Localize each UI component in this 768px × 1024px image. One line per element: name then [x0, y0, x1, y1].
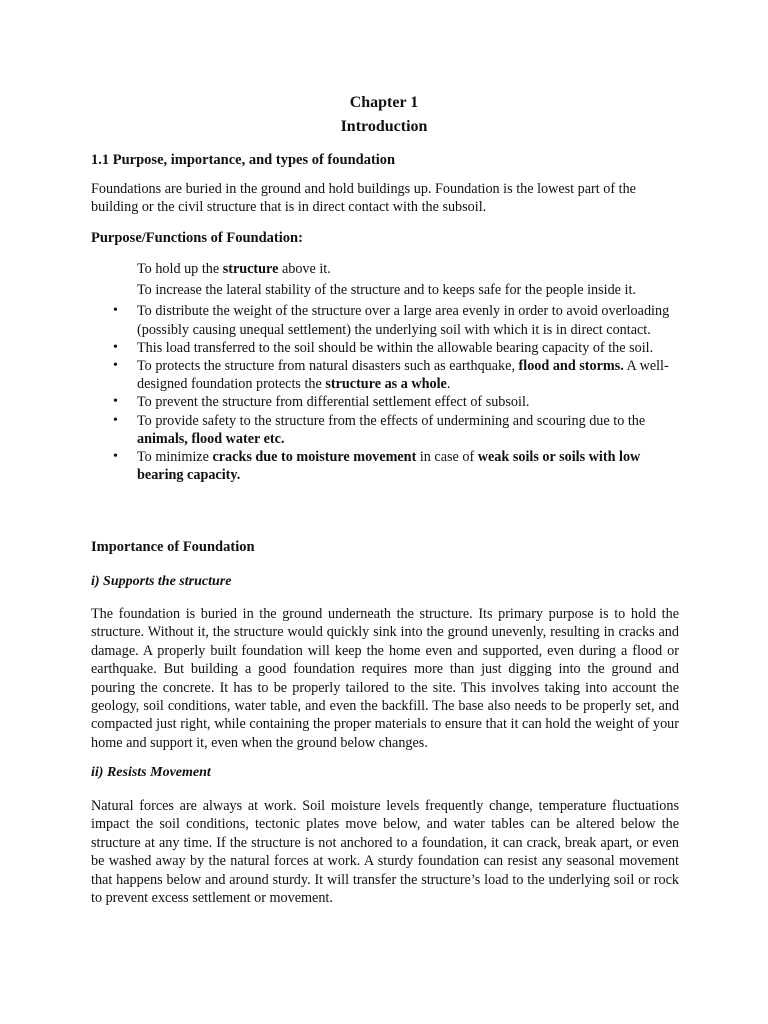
resists-heading: ii) Resists Movement	[91, 765, 211, 780]
list-item: To hold up the structure above it.	[137, 261, 331, 277]
section-intro: Foundations are buried in the ground and hold buildings up. Foundation is the lowest part of the building or the civil structure that is in direct contact with the subsoil.	[91, 181, 636, 216]
list-item: • To prevent the structure from differential settlement effect of subsoil.	[91, 393, 681, 411]
purpose-list	[91, 260, 681, 484]
supports-paragraph: The foundation is buried in the ground underneath the structure. Its primary purpose is to hold the structure. Without it, the structure would quickly sink into the ground unevenly, resulting in cracks and damage. A properly built foundation will keep the home even and supported, even during a flood or earthquake. But building a good foundation requires more than just digging into the ground and pouring the concrete. It has to be properly tailored to the site. This involves taking into account the geology, soil conditions, water table, and even the backfill. The base also needs to be properly set, and compacted just right, while containing the proper materials to ensure that it can hold the weight of your home and support it, even when the ground below changes.	[91, 606, 679, 751]
list-item: • To provide safety to the structure from the effects of undermining and scouring due to the animals, flood water etc.	[91, 412, 681, 448]
chapter-number: Chapter 1	[349, 94, 419, 111]
list-item: To increase the lateral stability of the structure and to keeps safe for the people inside it.	[137, 282, 636, 299]
supports-heading: i) Supports the structure	[91, 574, 232, 589]
list-item: • This load transferred to the soil should be within the allowable bearing capacity of the soil.	[91, 339, 681, 357]
section-heading: 1.1 Purpose, importance, and types of foundation	[91, 152, 396, 168]
resists-paragraph: Natural forces are always at work. Soil moisture levels frequently change, temperature fluctuations impact the soil conditions, tectonic plates move below, and water tables can be altered below the structure at any time. If the structure is not anchored to a foundation, it can crack, break apart, or even be washed away by the natural forces at work. A sturdy foundation can resist any seasonal movement that happens below and around sturdy. It will transfer the structure’s load to the underlying soil or rock to prevent excess settlement or movement.	[91, 798, 679, 907]
list-item: • To protects the structure from natural disasters such as earthquake, flood and storms. A well-designed foundation protects the structure as a whole.	[91, 357, 681, 393]
importance-heading: Importance of Foundation	[91, 539, 255, 555]
chapter-title: Introduction	[340, 118, 428, 135]
list-item: • To distribute the weight of the structure over a large area evenly in order to avoid overloading (possibly causing unequal settlement) the underlying soil with which it is in direct contact.	[91, 302, 681, 338]
purpose-heading: Purpose/Functions of Foundation:	[91, 230, 303, 246]
list-item: • To minimize cracks due to moisture movement in case of weak soils or soils with low bearing capacity.	[91, 448, 681, 484]
